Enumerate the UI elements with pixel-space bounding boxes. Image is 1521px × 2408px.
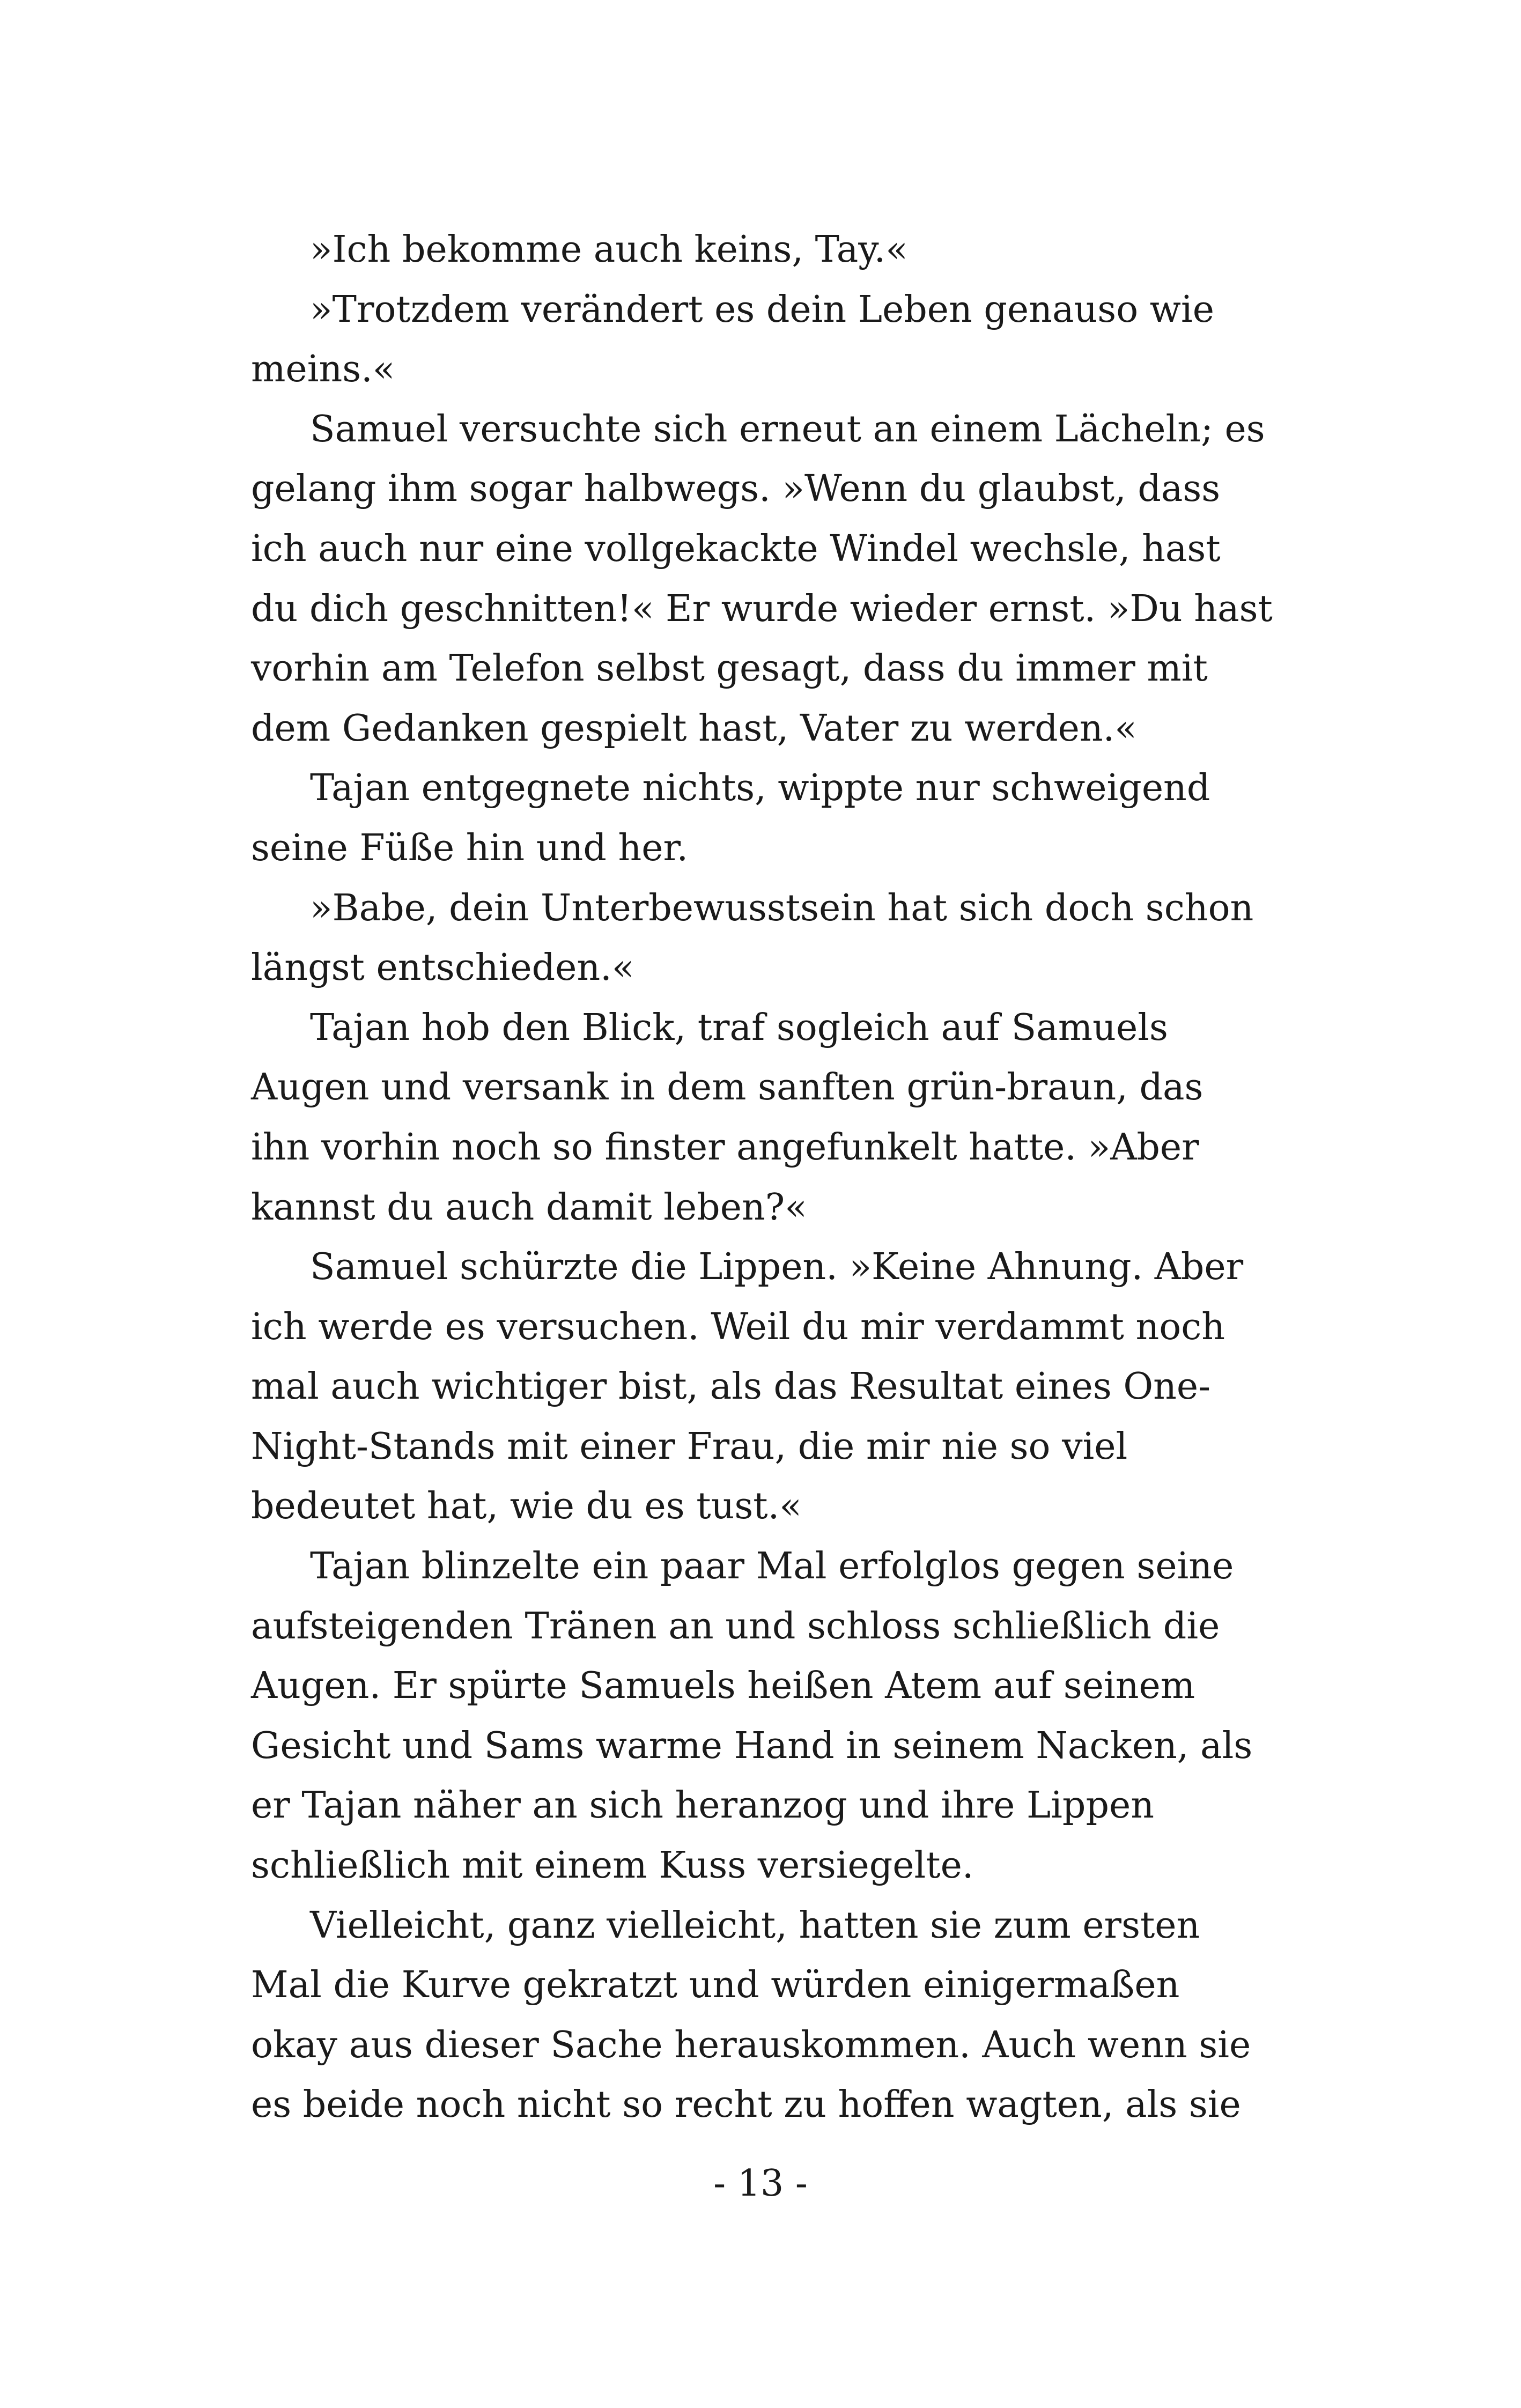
text-line: »Ich bekomme auch keins, Tay.«: [310, 228, 908, 271]
text-line: Tajan entgegnete nichts, wippte nur schweigend: [310, 767, 1210, 810]
text-line: Gesicht und Sams warme Hand in seinem Nacken, als: [251, 1724, 1253, 1767]
text-line: Augen. Er spürte Samuels heißen Atem auf seinem: [251, 1665, 1195, 1708]
text-line: »Babe, dein Unterbewusstsein hat sich doch schon: [310, 887, 1254, 929]
text-line: Augen und versank in dem sanften grün-braun, das: [251, 1066, 1203, 1109]
body-text: [251, 220, 1324, 2135]
text-line: es beide noch nicht so recht zu hoffen wagten, als sie: [251, 2084, 1241, 2126]
text-line: mal auch wichtiger bist, als das Resultat eines One-: [251, 1365, 1211, 1408]
page-number: - 13 -: [713, 2162, 808, 2205]
text-line: meins.«: [251, 348, 395, 391]
text-line: du dich geschnitten!« Er wurde wieder ernst. »Du hast: [251, 587, 1273, 630]
text-line: vorhin am Telefon selbst gesagt, dass du immer mit: [251, 647, 1208, 690]
text-line: ich werde es versuchen. Weil du mir verdammt noch: [251, 1305, 1225, 1348]
text-line: »Trotzdem verändert es dein Leben genauso wie: [310, 288, 1214, 331]
text-line: längst entschieden.«: [251, 947, 634, 989]
text-line: ihn vorhin noch so finster angefunkelt hatte. »Aber: [251, 1126, 1199, 1169]
text-line: okay aus dieser Sache herauskommen. Auch wenn sie: [251, 2023, 1251, 2066]
text-line: er Tajan näher an sich heranzog und ihre Lippen: [251, 1784, 1155, 1827]
text-line: Tajan hob den Blick, traf sogleich auf Samuels: [310, 1006, 1168, 1049]
text-line: Samuel schürzte die Lippen. »Keine Ahnung. Aber: [310, 1246, 1244, 1289]
text-line: schließlich mit einem Kuss versiegelte.: [251, 1844, 974, 1887]
text-line: dem Gedanken gespielt hast, Vater zu werden.«: [251, 707, 1137, 750]
text-line: ich auch nur eine vollgekackte Windel wechsle, hast: [251, 527, 1221, 570]
text-line: gelang ihm sogar halbwegs. »Wenn du glaubst, dass: [251, 468, 1221, 511]
text-line: Night-Stands mit einer Frau, die mir nie so viel: [251, 1425, 1128, 1468]
text-line: Tajan blinzelte ein paar Mal erfolglos gegen seine: [310, 1545, 1234, 1588]
text-line: kannst du auch damit leben?«: [251, 1186, 807, 1229]
text-line: Mal die Kurve gekratzt und würden einigermaßen: [251, 1964, 1180, 2007]
text-line: aufsteigenden Tränen an und schloss schließlich die: [251, 1605, 1220, 1648]
text-line: seine Füße hin und her.: [251, 826, 689, 869]
text-line: Vielleicht, ganz vielleicht, hatten sie zum ersten: [310, 1904, 1200, 1947]
text-line: Samuel versuchte sich erneut an einem Lächeln; es: [310, 408, 1265, 450]
text-line: bedeutet hat, wie du es tust.«: [251, 1485, 802, 1528]
